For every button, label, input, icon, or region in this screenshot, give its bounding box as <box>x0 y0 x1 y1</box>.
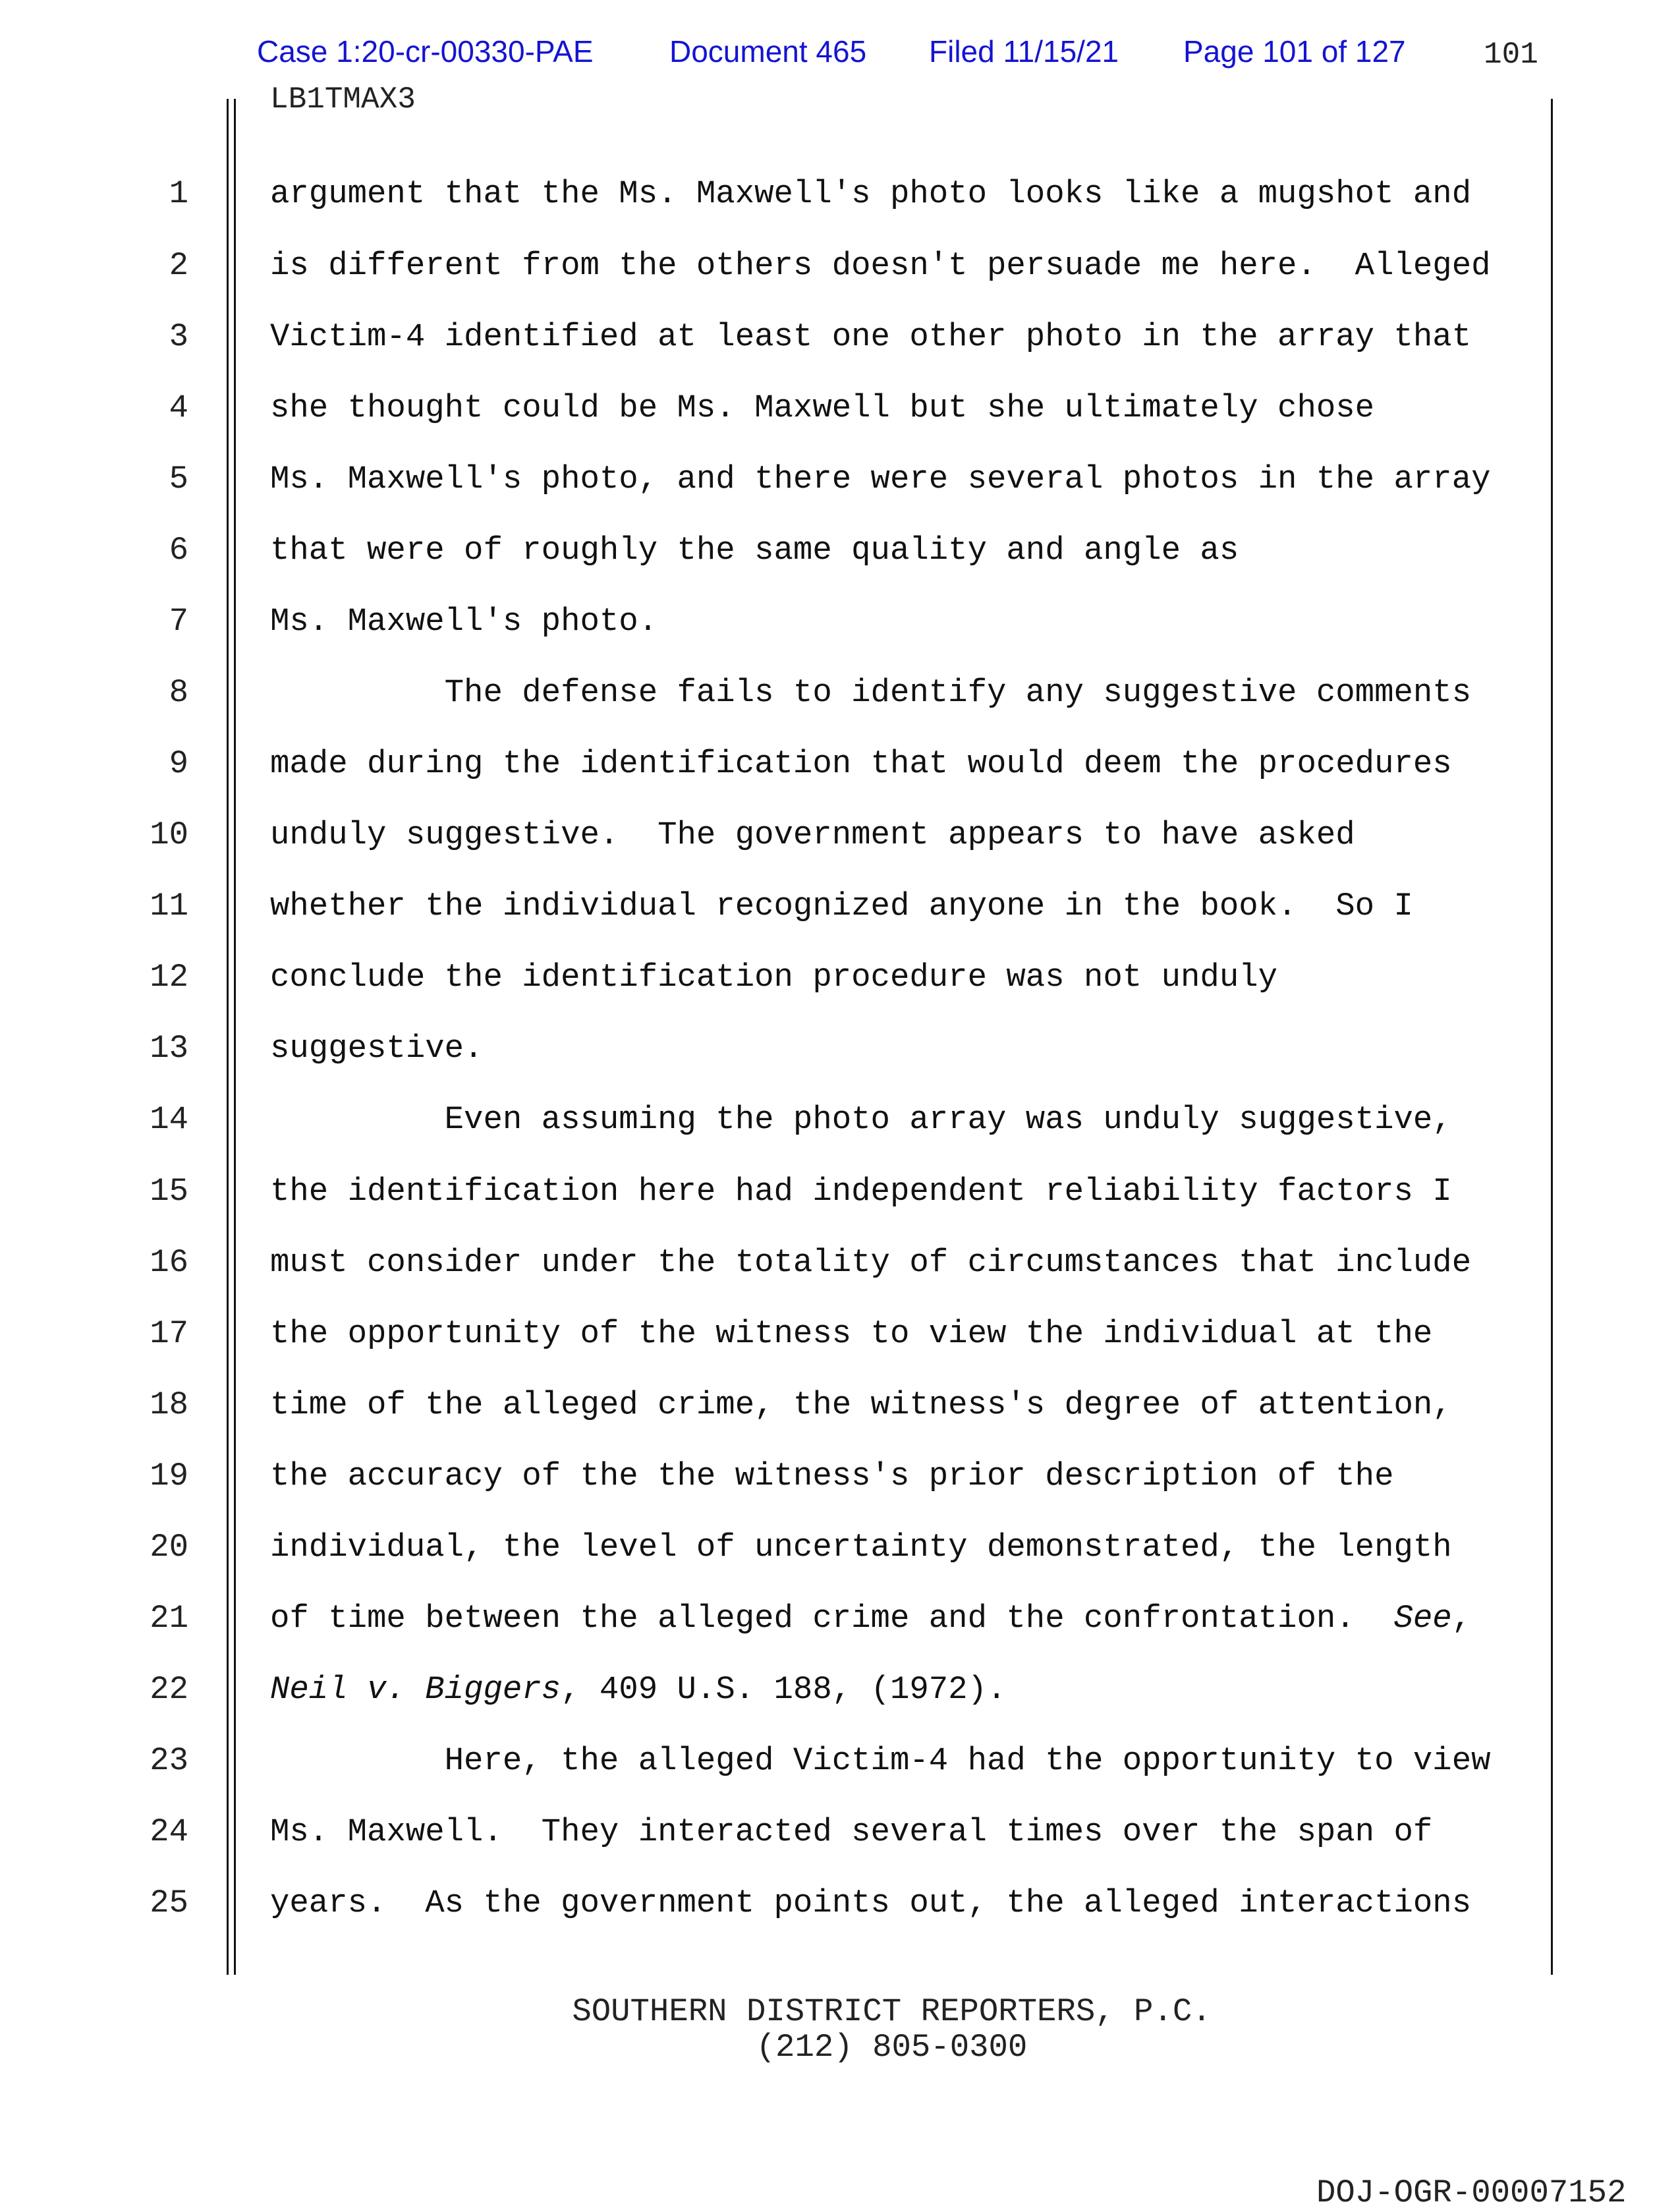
line-number: 13 <box>150 1030 188 1067</box>
line-text: Here, the alleged Victim-4 had the opportunity to view <box>270 1742 1491 1780</box>
transcript-line <box>270 961 1277 994</box>
bates-stamp: DOJ-OGR-00007152 <box>1316 2174 1627 2211</box>
transcript-line <box>270 1030 484 1067</box>
line-number: 16 <box>150 1243 188 1281</box>
line-text: suggestive. <box>270 1030 484 1067</box>
transcript-line <box>270 531 1239 569</box>
line-number: 23 <box>150 1742 188 1780</box>
transcript-id: LB1TMAX3 <box>270 82 416 117</box>
line-number: 19 <box>150 1457 188 1494</box>
line-number: 8 <box>169 674 188 711</box>
line-number: 12 <box>150 959 188 996</box>
line-number: 4 <box>169 389 188 426</box>
line-number: 18 <box>150 1386 188 1423</box>
line-text: of time between the alleged crime and the confrontation. <box>270 1600 1394 1637</box>
transcript-line <box>270 246 1491 284</box>
line-number: 10 <box>150 816 188 854</box>
line-number: 25 <box>150 1885 188 1922</box>
transcript-line <box>270 1315 1433 1352</box>
transcript-line <box>270 389 1375 426</box>
line-text: the accuracy of the the witness's prior description of the <box>270 1457 1394 1494</box>
line-text: time of the alleged crime, the witness's degree of attention, <box>270 1386 1452 1423</box>
line-number: 15 <box>150 1172 188 1210</box>
header-filed-date: Filed 11/15/21 <box>929 34 1119 69</box>
transcript-line <box>270 318 1472 355</box>
line-text: must consider under the totality of circumstances that include <box>270 1243 1472 1281</box>
header-page-count: Page 101 of 127 <box>1183 34 1406 69</box>
line-text: made during the identification that would deem the procedures <box>270 745 1452 782</box>
footer-phone: (212) 805-0300 <box>756 2029 1028 2066</box>
footer-reporter-name: SOUTHERN DISTRICT REPORTERS, P.C. <box>572 1993 1212 2030</box>
line-text: The defense fails to identify any suggestive comments <box>270 674 1472 711</box>
line-number: 21 <box>150 1600 188 1637</box>
transcript-line <box>270 816 1355 854</box>
transcript-line <box>270 1671 1007 1709</box>
line-text: Ms. Maxwell's photo, and there were several photos in the array <box>270 460 1491 497</box>
line-text: individual, the level of uncertainty demonstrated, the length <box>270 1528 1452 1566</box>
left-margin-rule-inner <box>234 99 236 1975</box>
transcript-line <box>270 888 1413 925</box>
line-number: 22 <box>150 1671 188 1709</box>
line-number: 17 <box>150 1315 188 1352</box>
transcript-line <box>270 1742 1491 1780</box>
line-text: Even assuming the photo array was unduly suggestive, <box>270 1101 1452 1139</box>
line-number: 20 <box>150 1528 188 1566</box>
left-margin-rule-outer <box>227 99 229 1975</box>
transcript-line <box>270 1243 1472 1281</box>
line-text: Victim-4 identified at least one other photo in the array that <box>270 318 1472 355</box>
line-text: unduly suggestive. The government appears to have asked <box>270 816 1355 854</box>
line-number: 11 <box>150 888 188 925</box>
line-text: that were of roughly the same quality and angle as <box>270 531 1239 569</box>
line-text: whether the individual recognized anyone in the book. So I <box>270 888 1413 925</box>
line-text: the identification here had independent reliability factors I <box>270 1172 1452 1210</box>
italic-citation-text: See <box>1393 1600 1452 1637</box>
line-number: 24 <box>150 1813 188 1851</box>
line-number: 9 <box>169 745 188 782</box>
transcript-line <box>270 1602 1471 1635</box>
transcript-line <box>270 602 658 640</box>
line-text: years. As the government points out, the alleged interactions <box>270 1885 1472 1922</box>
transcript-line <box>270 1885 1472 1922</box>
transcript-line <box>270 1528 1452 1566</box>
line-text: , 409 U.S. 188, (1972). <box>561 1671 1007 1709</box>
transcript-line <box>270 1386 1452 1423</box>
line-number: 14 <box>150 1101 188 1139</box>
line-text: Ms. Maxwell. They interacted several times over the span of <box>270 1813 1433 1851</box>
line-number: 1 <box>169 175 188 213</box>
transcript-line <box>270 175 1472 213</box>
line-text: conclude the identification procedure was not unduly <box>270 959 1278 996</box>
line-number: 7 <box>169 602 188 640</box>
line-number: 2 <box>169 246 188 284</box>
line-text: argument that the Ms. Maxwell's photo looks like a mugshot and <box>270 175 1472 213</box>
line-text: is different from the others doesn't persuade me here. Alleged <box>270 246 1491 284</box>
line-text: Ms. Maxwell's photo. <box>270 602 658 640</box>
line-text: , <box>1451 1600 1472 1637</box>
header-case-number: Case 1:20-cr-00330-PAE <box>257 34 594 69</box>
transcript-page-number: 101 <box>1484 38 1538 72</box>
line-number: 6 <box>169 531 188 569</box>
transcript-line <box>270 1457 1394 1494</box>
line-number: 5 <box>169 460 188 497</box>
line-text: the opportunity of the witness to view the individual at the <box>270 1315 1433 1352</box>
transcript-line <box>270 1101 1452 1139</box>
transcript-line <box>270 745 1452 782</box>
header-document-number: Document 465 <box>669 34 867 69</box>
transcript-line <box>270 674 1472 711</box>
line-number: 3 <box>169 318 188 355</box>
transcript-line <box>270 1172 1452 1210</box>
transcript-line <box>270 1813 1433 1851</box>
right-margin-rule <box>1551 99 1553 1975</box>
transcript-line <box>270 460 1491 497</box>
italic-citation-text: Neil v. Biggers <box>270 1671 561 1709</box>
line-text: she thought could be Ms. Maxwell but she ultimately chose <box>270 389 1375 426</box>
